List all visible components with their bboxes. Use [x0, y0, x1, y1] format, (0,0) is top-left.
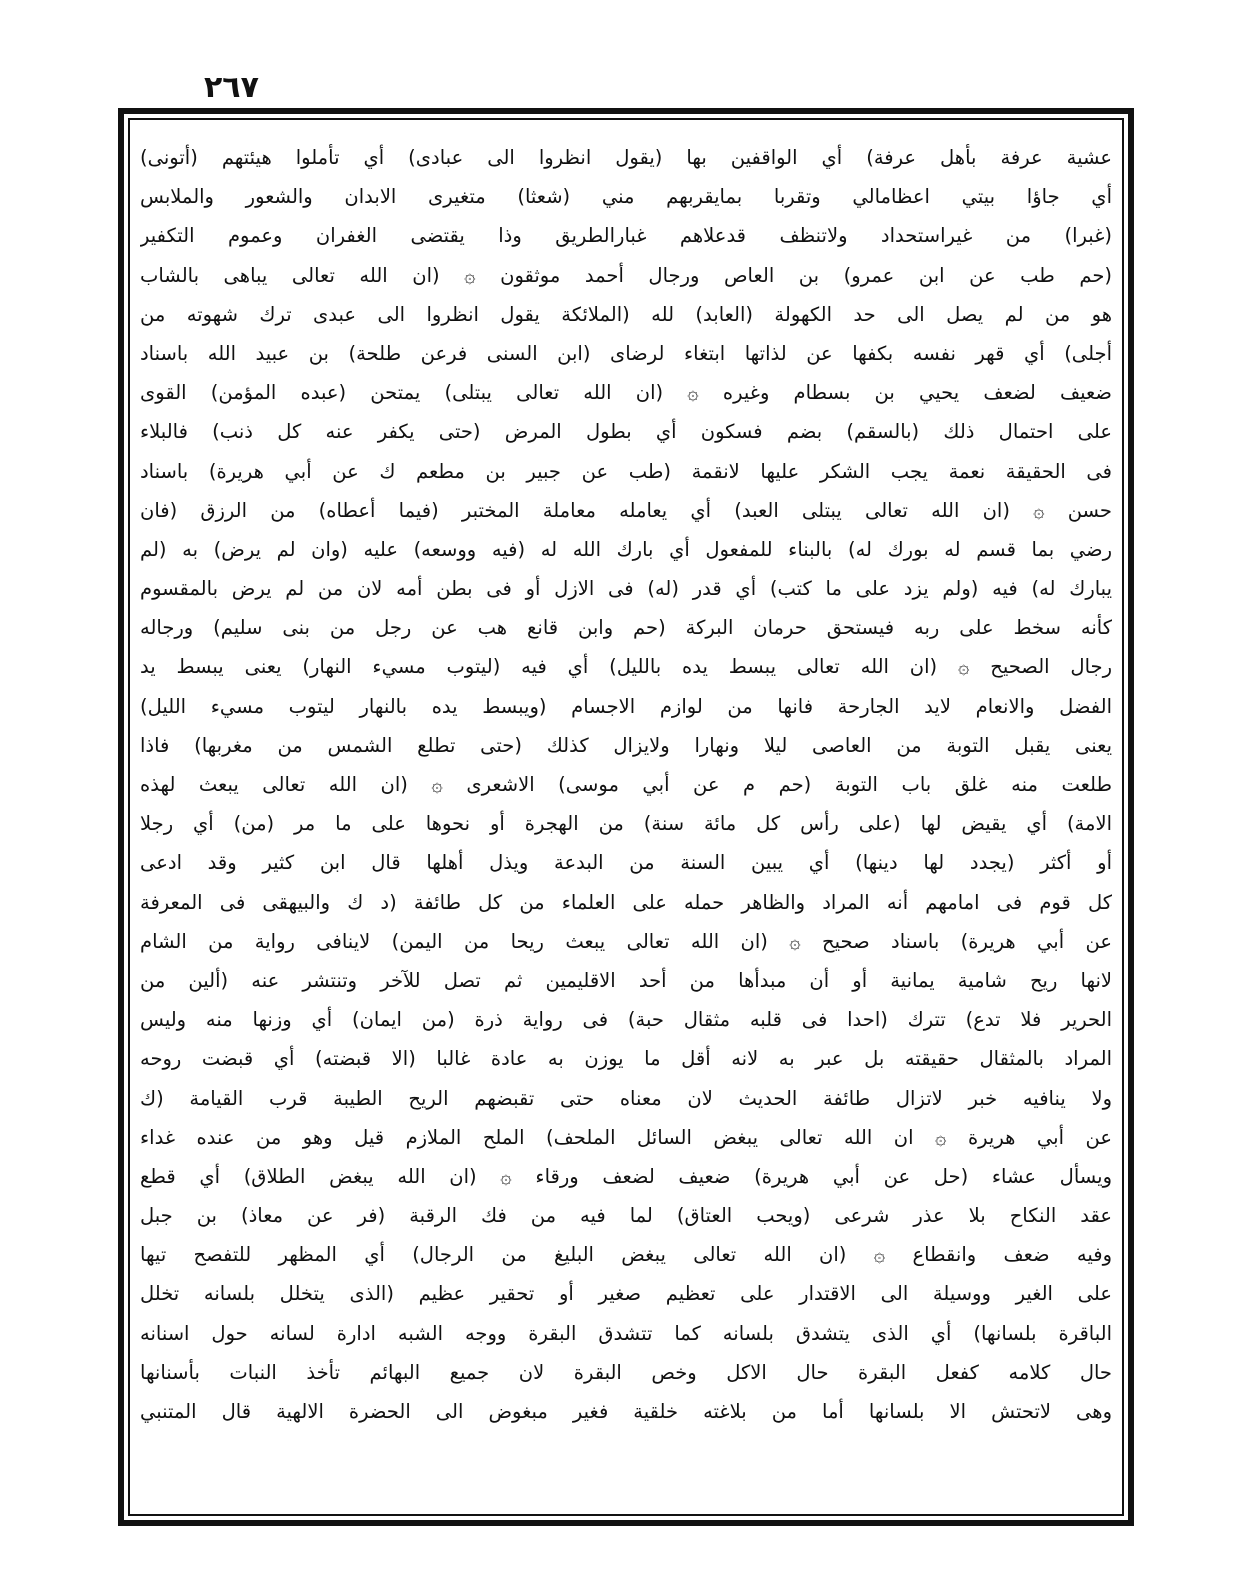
- text-line: الامة) أي يقيض لها (على رأس كل مائة سنة) من الهجرة أو نحوها على ما مر (من) أي رجلا: [140, 812, 1112, 836]
- text-line: المراد بالمثقال حقيقته بل عبر به لانه أقل ما يوزن به عادة غالبا (الا قبضته) أي قبضت روحه: [140, 1047, 1112, 1071]
- text-line: (حم طب عن ابن عمرو) بن العاص ورجال أحمد موثقون ۞ (ان الله تعالى يباهى بالشاب: [140, 263, 1112, 287]
- text-line: ضعيف لضعف يحيي بن بسطام وغيره ۞ (ان الله تعالى يبتلى) يمتحن (عبده المؤمن) القوى: [140, 381, 1112, 405]
- text-line: رجال الصحيح ۞ (ان الله تعالى يبسط يده بالليل) أي فيه (ليتوب مسيء النهار) يعنى يبسط يد: [140, 655, 1112, 679]
- page-body-text: [140, 138, 1112, 1510]
- text-line: وهى لاتحتش الا بلسانها أما من بلاغته خلقية فغير مبغوض الى الحضرة الالهية قال المتنبي: [140, 1400, 1112, 1423]
- text-line: وفيه ضعف وانقطاع ۞ (ان الله تعالى يبغض البليغ من الرجال) أي المظهر للتفصح تيها: [140, 1243, 1112, 1267]
- page-number: ٢٦٧: [204, 70, 259, 105]
- text-line: أي جاؤا بيتي اعظامالي وتقربا بمايقربهم مني (شعثا) متغيرى الابدان والشعور والملابس: [140, 185, 1112, 209]
- text-line: الباقرة بلسانها) أي الذى يتشدق بلسانه كما تتشدق البقرة ووجه الشبه ادارة لسانه حول اسنانه: [140, 1321, 1112, 1345]
- text-line: عقد النكاح بلا عذر شرعى (ويحب العتاق) لما فيه من فك الرقبة (فر عن معاذ) بن جبل: [140, 1204, 1112, 1228]
- text-line: كأنه سخط على ربه فيستحق حرمان البركة (حم وابن قانع هب عن رجل من بنى سليم) ورجاله: [140, 616, 1112, 640]
- text-line: الفضل والانعام لايد الجارحة فانها من لوازم الاجسام (ويبسط يده بالنهار ليتوب مسيء الليل): [140, 694, 1112, 718]
- text-line: ولا ينافيه خبر لاتزال طائفة الحديث لان معناه حتى تقبضهم الريح الطيبة قرب القيامة (ك: [140, 1086, 1112, 1110]
- text-line: طلعت منه غلق باب التوبة (حم م عن أبي موسى) الاشعرى ۞ (ان الله تعالى يبعث لهذه: [140, 773, 1112, 796]
- text-line: على الغير ووسيلة الى الاقتدار على تعظيم صغير أو تحقير عظيم (الذى يتخلل بلسانه تخلل: [140, 1282, 1112, 1306]
- text-line: ويسأل عشاء (حل عن أبي هريرة) ضعيف لضعف ورقاء ۞ (ان الله يبغض الطلاق) أي قطع: [140, 1164, 1112, 1188]
- text-line: لانها ريح شامية يمانية أو أن مبدأها من أحد الاقليمين ثم تصل للآخر وتنتشر عنه (ألين من: [140, 968, 1112, 992]
- text-line: رضي بما قسم له بورك له) بالبناء للمفعول أي بارك الله له (فيه ووسعه) عليه (وان لم يرض) به (لم: [140, 537, 1112, 561]
- text-line: على احتمال ذلك (بالسقم) بضم فسكون أي بطول المرض (حتى يكفر عنه كل ذنب) فالبلاء: [140, 420, 1112, 444]
- text-line: يبارك له) فيه (ولم يزد على ما كتب) أي قدر (له) فى الازل أو فى بطن أمه لان من لم يرض بالمقسوم: [140, 577, 1112, 601]
- text-line: أجلى) أي قهر نفسه بكفها عن لذاتها ابتغاء لرضاى (ابن السنى فرعن طلحة) بن عبيد الله باسناد: [140, 341, 1112, 365]
- text-line: عشية عرفة بأهل عرفة) أي الواقفين بها (يقول انظروا الى عبادى) أي تأملوا هيئتهم (أتونى): [140, 146, 1112, 169]
- text-line: (غبرا) من غيراستحداد ولاتنظف قدعلاهم غبارالطريق وذا يقتضى الغفران وعموم التكفير: [140, 224, 1112, 248]
- text-line: كل قوم فى امامهم أنه المراد والظاهر حمله على العلماء من كل طائفة (د ك والبيهقى فى المعرفة: [140, 890, 1112, 914]
- text-line: عن أبي هريرة ۞ ان الله تعالى يبغض السائل الملحف) الملح الملازم قيل وهو من عنده غداء: [140, 1125, 1112, 1149]
- text-line: حسن ۞ (ان الله تعالى يبتلى العبد) أي يعامله معاملة المختبر (فيما أعطاه) من الرزق (فان: [140, 498, 1112, 522]
- text-line: الحرير فلا تدع) تترك (احدا فى قلبه مثقال حبة) فى رواية ذرة (من ايمان) أي وزنها منه وليس: [140, 1008, 1112, 1032]
- text-line: أو أكثر (يجدد لها دينها) أي يبين السنة من البدعة ويذل أهلها قال ابن كثير وقد ادعى: [140, 851, 1112, 875]
- text-line: فى الحقيقة نعمة يجب الشكر عليها لانقمة (طب عن جبير بن مطعم ك عن أبي هريرة) باسناد: [140, 459, 1112, 483]
- text-line: يعنى يقبل التوبة من العاصى ليلا ونهارا ولايزال كذلك (حتى تطلع الشمس من مغربها) فاذا: [140, 733, 1112, 757]
- text-line: حال كلامه كفعل البقرة حال الاكل وخص البقرة لان جميع البهائم تأخذ النبات بأسنانها: [140, 1360, 1112, 1384]
- text-line: عن أبي هريرة) باسناد صحيح ۞ (ان الله تعالى يبعث ريحا من اليمن) لاينافى رواية من الشام: [140, 929, 1112, 953]
- text-line: هو من لم يصل الى حد الكهولة (العابد) لله (الملائكة يقول انظروا الى عبدى ترك شهوته من: [140, 302, 1112, 326]
